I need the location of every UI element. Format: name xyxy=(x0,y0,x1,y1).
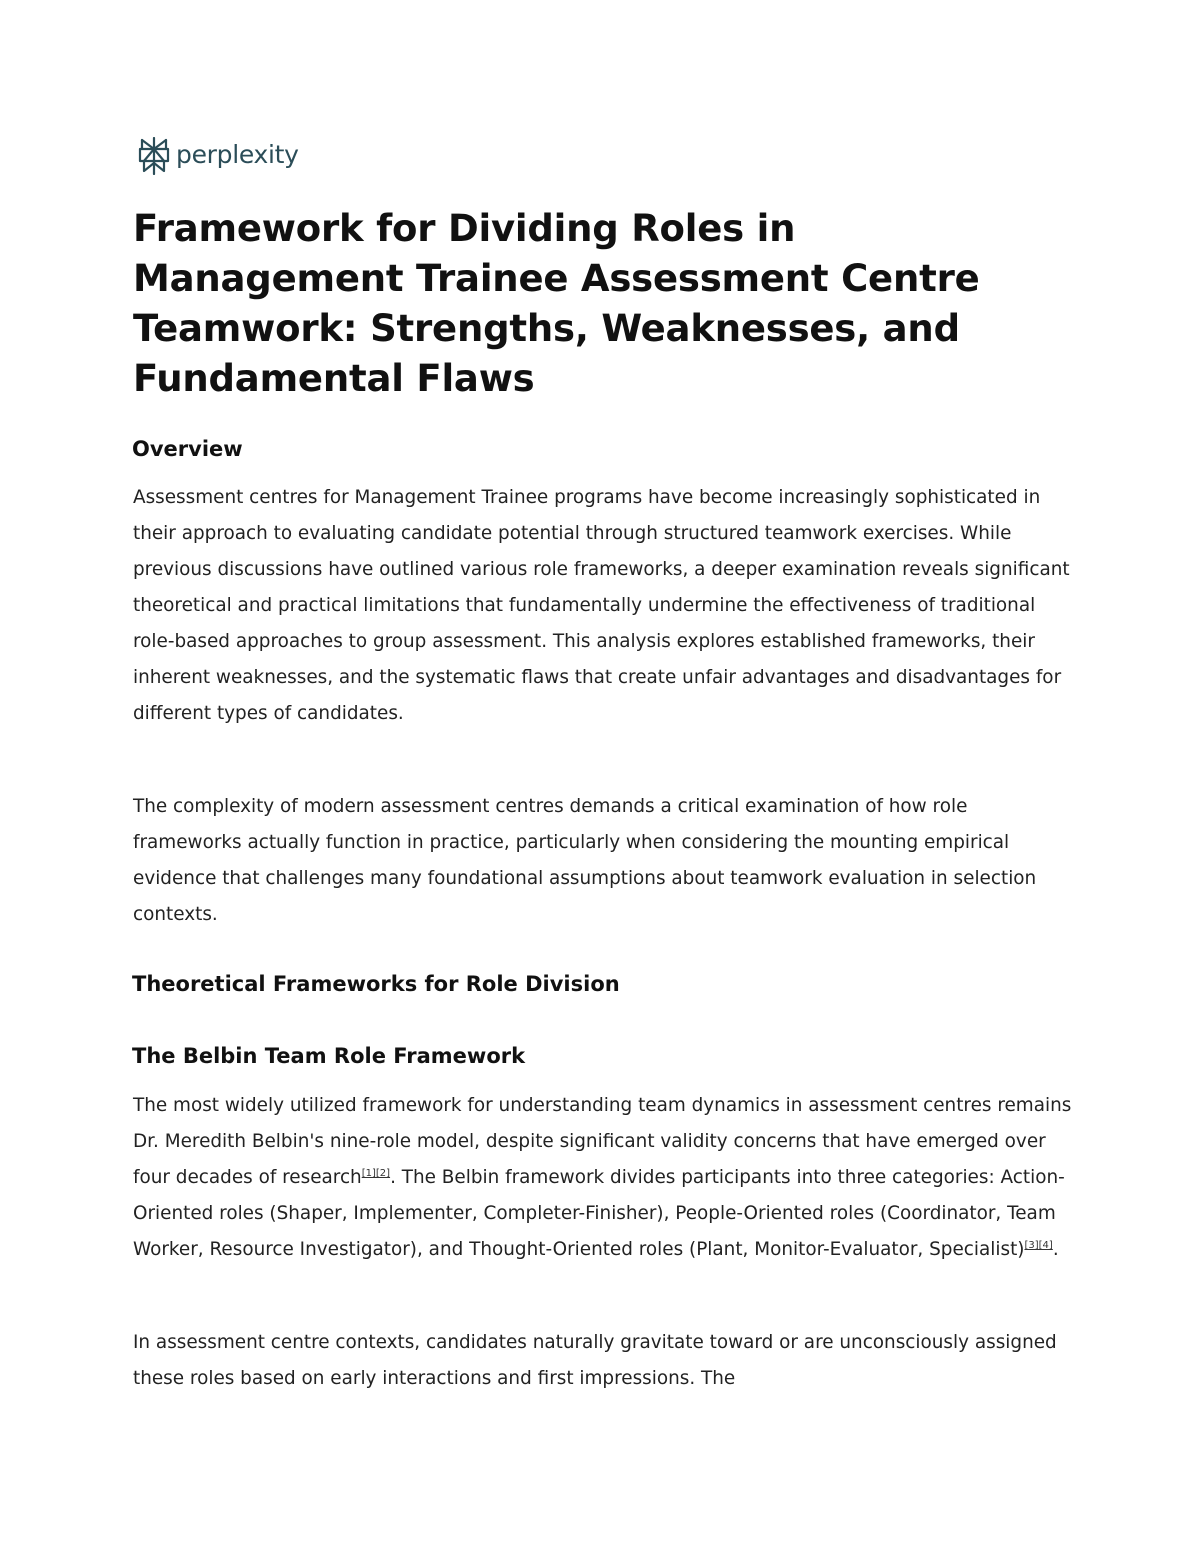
overview-paragraph-2: The complexity of modern assessment centres demands a critical examination of how role frameworks actually function in practice, particularly when considering the mounting empirical evidence that challenges many foundational assumptions about teamwork evaluation in selection contexts. xyxy=(133,796,1037,925)
document-title: Framework for Dividing Roles in Management Trainee Assessment Centre Teamwork: Strengths, Weaknesses, and Fundamental Flaws xyxy=(133,207,980,400)
belbin-text-c: . xyxy=(1052,1239,1059,1260)
citation-link-3-4[interactable]: [3][4] xyxy=(1024,1240,1053,1251)
citation-link-1-2[interactable]: [1][2] xyxy=(361,1168,391,1179)
overview-heading: Overview xyxy=(132,437,243,461)
brand-name: perplexity xyxy=(176,139,299,169)
belbin-paragraph-2: In assessment centre contexts, candidates naturally gravitate toward or are unconsciously assigned these roles based on early interactions and first impressions. The xyxy=(133,1332,1057,1389)
document-body xyxy=(132,204,1073,1389)
perplexity-logo-icon xyxy=(138,137,170,175)
belbin-text-a: The most widely utilized framework for understanding team dynamics in assessment centres remains Dr. Meredith Belbin's nine-role model, despite significant validity concerns that have emerged over four decades of research xyxy=(133,1095,1072,1188)
brand-logo xyxy=(138,136,299,176)
belbin-paragraph-1 xyxy=(133,1088,1073,1268)
theory-heading: Theoretical Frameworks for Role Division xyxy=(132,972,620,996)
overview-paragraph-1: Assessment centres for Management Trainee programs have become increasingly sophisticated in their approach to evaluating candidate potential through structured teamwork exercises. While previous discussions have outlined various role frameworks, a deeper examination reveals significant theoretical and practical limitations that fundamentally undermine the effectiveness of traditional role-based approaches to group assessment. This analysis explores established frameworks, their inherent weaknesses, and the systematic flaws that create unfair advantages and disadvantages for different types of candidates. xyxy=(133,487,1070,724)
belbin-heading: The Belbin Team Role Framework xyxy=(132,1044,526,1068)
belbin-text-b: . The Belbin framework divides participants into three categories: Action-Oriented roles (Shaper, Implementer, Completer-Finisher), People-Oriented roles (Coordinator, Team Worker, Resource Investigator), and Thought-Oriented roles (Plant, Monitor-Evaluator, Specialist) xyxy=(133,1167,1065,1260)
